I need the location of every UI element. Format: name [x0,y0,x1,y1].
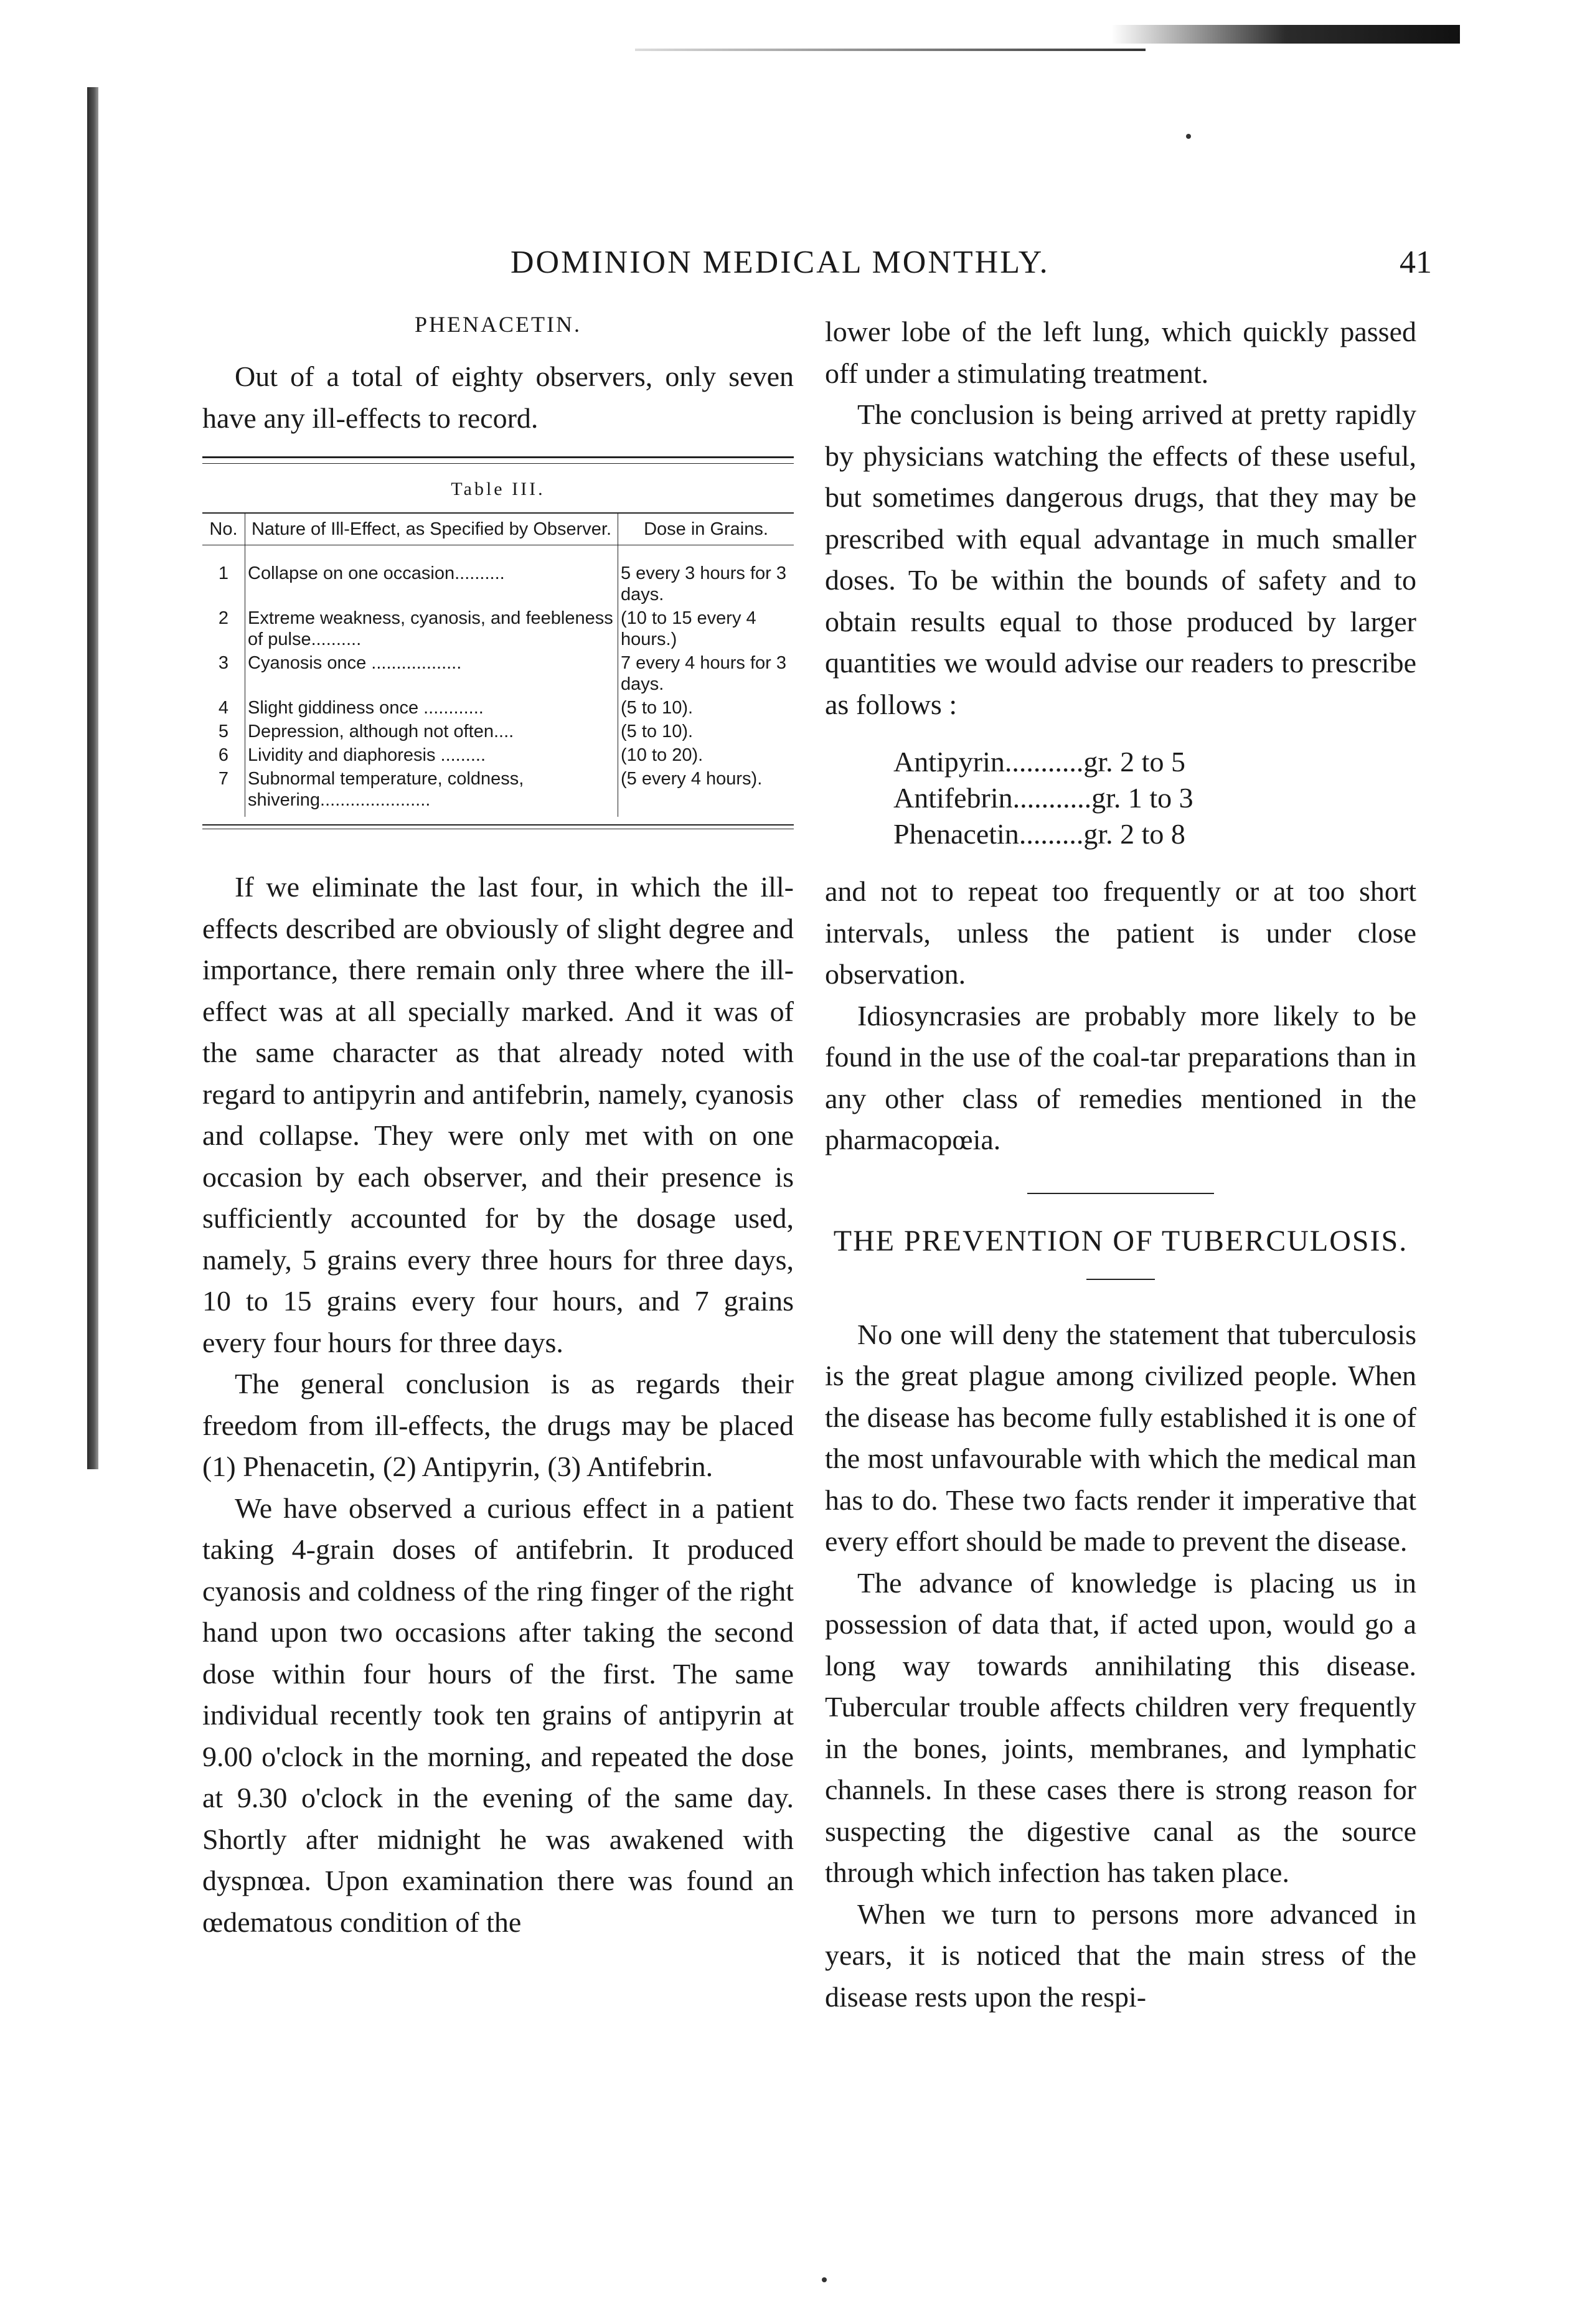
right-column [825,311,1416,2018]
dose-row [893,744,1416,780]
row-dose: 5 every 3 hours for 3 days. [621,563,786,605]
scan-binding-edge [87,87,98,1469]
body-paragraph: When we turn to persons more advanced in years, it is noticed that the main stress of the disease rests upon the respi- [825,1898,1416,2013]
running-header [199,244,1432,288]
dose-row [893,816,1416,852]
body-paragraph: The advance of knowledge is placing us in possession of data that, if acted upon, would go a long way towards annihilating this disease. Tubercular trouble affects children very frequently in the bones, joints, membranes, and lymphatic channels. In these cases there is strong reason for suspecting the digestive canal as the source through which infection has taken place. [825,1566,1416,1888]
intro-paragraph: Out of a total of eighty observers, only seven have any ill-effects to record. [202,360,794,434]
dose-drug: Phenacetin [893,818,1019,850]
row-nature: Cyanosis once .................. [245,651,618,696]
ill-effects-table [202,512,794,817]
column-header-no: No. [202,513,245,545]
table-row [202,743,794,767]
dose-drug: Antifebrin [893,782,1013,814]
dose-leader: ........... [1012,782,1092,814]
row-nature: Slight giddiness once ............ [245,696,618,720]
row-nature: Extreme weakness, cyanosis, and feebleness of pulse.......... [245,606,618,651]
scan-smudge [1111,25,1460,44]
section-divider-line [1027,1193,1214,1194]
title-divider [825,1272,1416,1283]
row-dose: 7 every 4 hours for 3 days. [621,653,786,694]
dose-leader: ......... [1019,818,1084,850]
row-number: 7 [218,769,229,789]
body-paragraph: lower lobe of the left lung, which quickly passed off under a stimulating treatment. [825,316,1416,389]
table-row [202,767,794,817]
table-row [202,606,794,651]
body-paragraph: Idiosyncrasies are probably more likely to be found in the use of the coal-tar preparations than in any other class of remedies mentioned in the pharmacopœia. [825,999,1416,1155]
column-header-nature: Nature of Ill-Effect, as Specified by Observer. [245,513,618,545]
row-nature: Lividity and diaphoresis ......... [245,743,618,767]
dose-list [893,744,1416,852]
dose-drug: Antipyrin [893,746,1005,778]
body-paragraph: No one will deny the statement that tuberculosis is the great plague among civilized people. When the disease has become fully established it is one of the most unfavourable with which the medical man has to do. These two facts render it imperative that every effort should be made to prevent the disease. [825,1318,1416,1557]
row-number: 3 [218,653,229,673]
body-paragraph: If we eliminate the last four, in which the ill-effects described are obviously of slight degree and importance, there remain only three where the ill-effect was at all specially marked. And it was of the same character as that already noted with regard to antipyrin and antifebrin, namely, cyanosis and collapse. They were only met with on one occasion by each observer, and their presence is sufficiently accounted for by the dosage used, namely, 5 grains every three hours for three days, 10 to 15 grains every four hours, and 7 grains every four hours for three days. [202,871,794,1358]
row-dose: (5 to 10). [621,698,694,718]
row-nature: Collapse on one occasion.......... [245,545,618,607]
stray-mark [822,2277,827,2282]
table-row [202,720,794,743]
row-number: 1 [218,563,229,583]
journal-title: DOMINION MEDICAL MONTHLY. [511,245,1050,280]
row-dose: (5 every 4 hours). [621,769,763,789]
body-paragraph: The general conclusion is as regards their freedom from ill-effects, the drugs may be placed (1) Phenacetin, (2) Antipyrin, (3) Antifebrin. [202,1368,794,1482]
table-row [202,545,794,607]
row-number: 4 [218,698,229,718]
page-number: 41 [1400,245,1432,280]
table-caption: Table III. [451,479,545,499]
dose-row [893,780,1416,816]
row-number: 5 [218,722,229,741]
article-title: THE PREVENTION OF TUBERCULOSIS. [833,1224,1408,1258]
row-number: 2 [218,608,229,628]
dose-amount: gr. 2 to 5 [1083,746,1185,778]
dose-leader: ........... [1004,746,1084,778]
table-top-rule [202,456,794,464]
row-dose: (10 to 20). [621,745,704,765]
table-header-row [202,513,794,545]
table-row [202,696,794,720]
stray-mark [1186,134,1191,139]
scan-top-rule [635,49,1146,51]
section-heading-phenacetin: PHENACETIN. [415,312,581,337]
table-bottom-rule [202,824,794,829]
row-nature: Subnormal temperature, coldness, shivering...................... [245,767,618,817]
column-header-dose: Dose in Grains. [618,513,794,545]
row-dose: (5 to 10). [621,722,694,741]
left-column [202,311,794,1943]
row-number: 6 [218,745,229,765]
row-nature: Depression, although not often.... [245,720,618,743]
title-divider-line [1086,1279,1155,1280]
table-row [202,651,794,696]
body-paragraph: The conclusion is being arrived at pretty rapidly by physicians watching the effects of these useful, but sometimes dangerous drugs, that they may be prescribed with equal advantage in much smaller doses. To be within the bounds of safety and to obtain results equal to those produced by larger quantities we would advise our readers to prescribe as follows : [825,398,1416,720]
section-divider [825,1186,1416,1197]
body-paragraph: and not to repeat too frequently or at too short intervals, unless the patient is under close observation. [825,875,1416,990]
body-paragraph: We have observed a curious effect in a patient taking 4-grain doses of antifebrin. It produced cyanosis and coldness of the ring finger of the right hand upon two occasions after taking the second dose within four hours of the first. The same individual recently took ten grains of antipyrin at 9.00 o'clock in the morning, and repeated the dose at 9.30 o'clock in the evening of the same day. Shortly after midnight he was awakened with dyspnœa. Upon examination there was found an œdematous condition of the [202,1492,794,1938]
dose-amount: gr. 2 to 8 [1083,818,1185,850]
row-dose: (10 to 15 every 4 hours.) [621,608,756,649]
dose-amount: gr. 1 to 3 [1091,782,1193,814]
